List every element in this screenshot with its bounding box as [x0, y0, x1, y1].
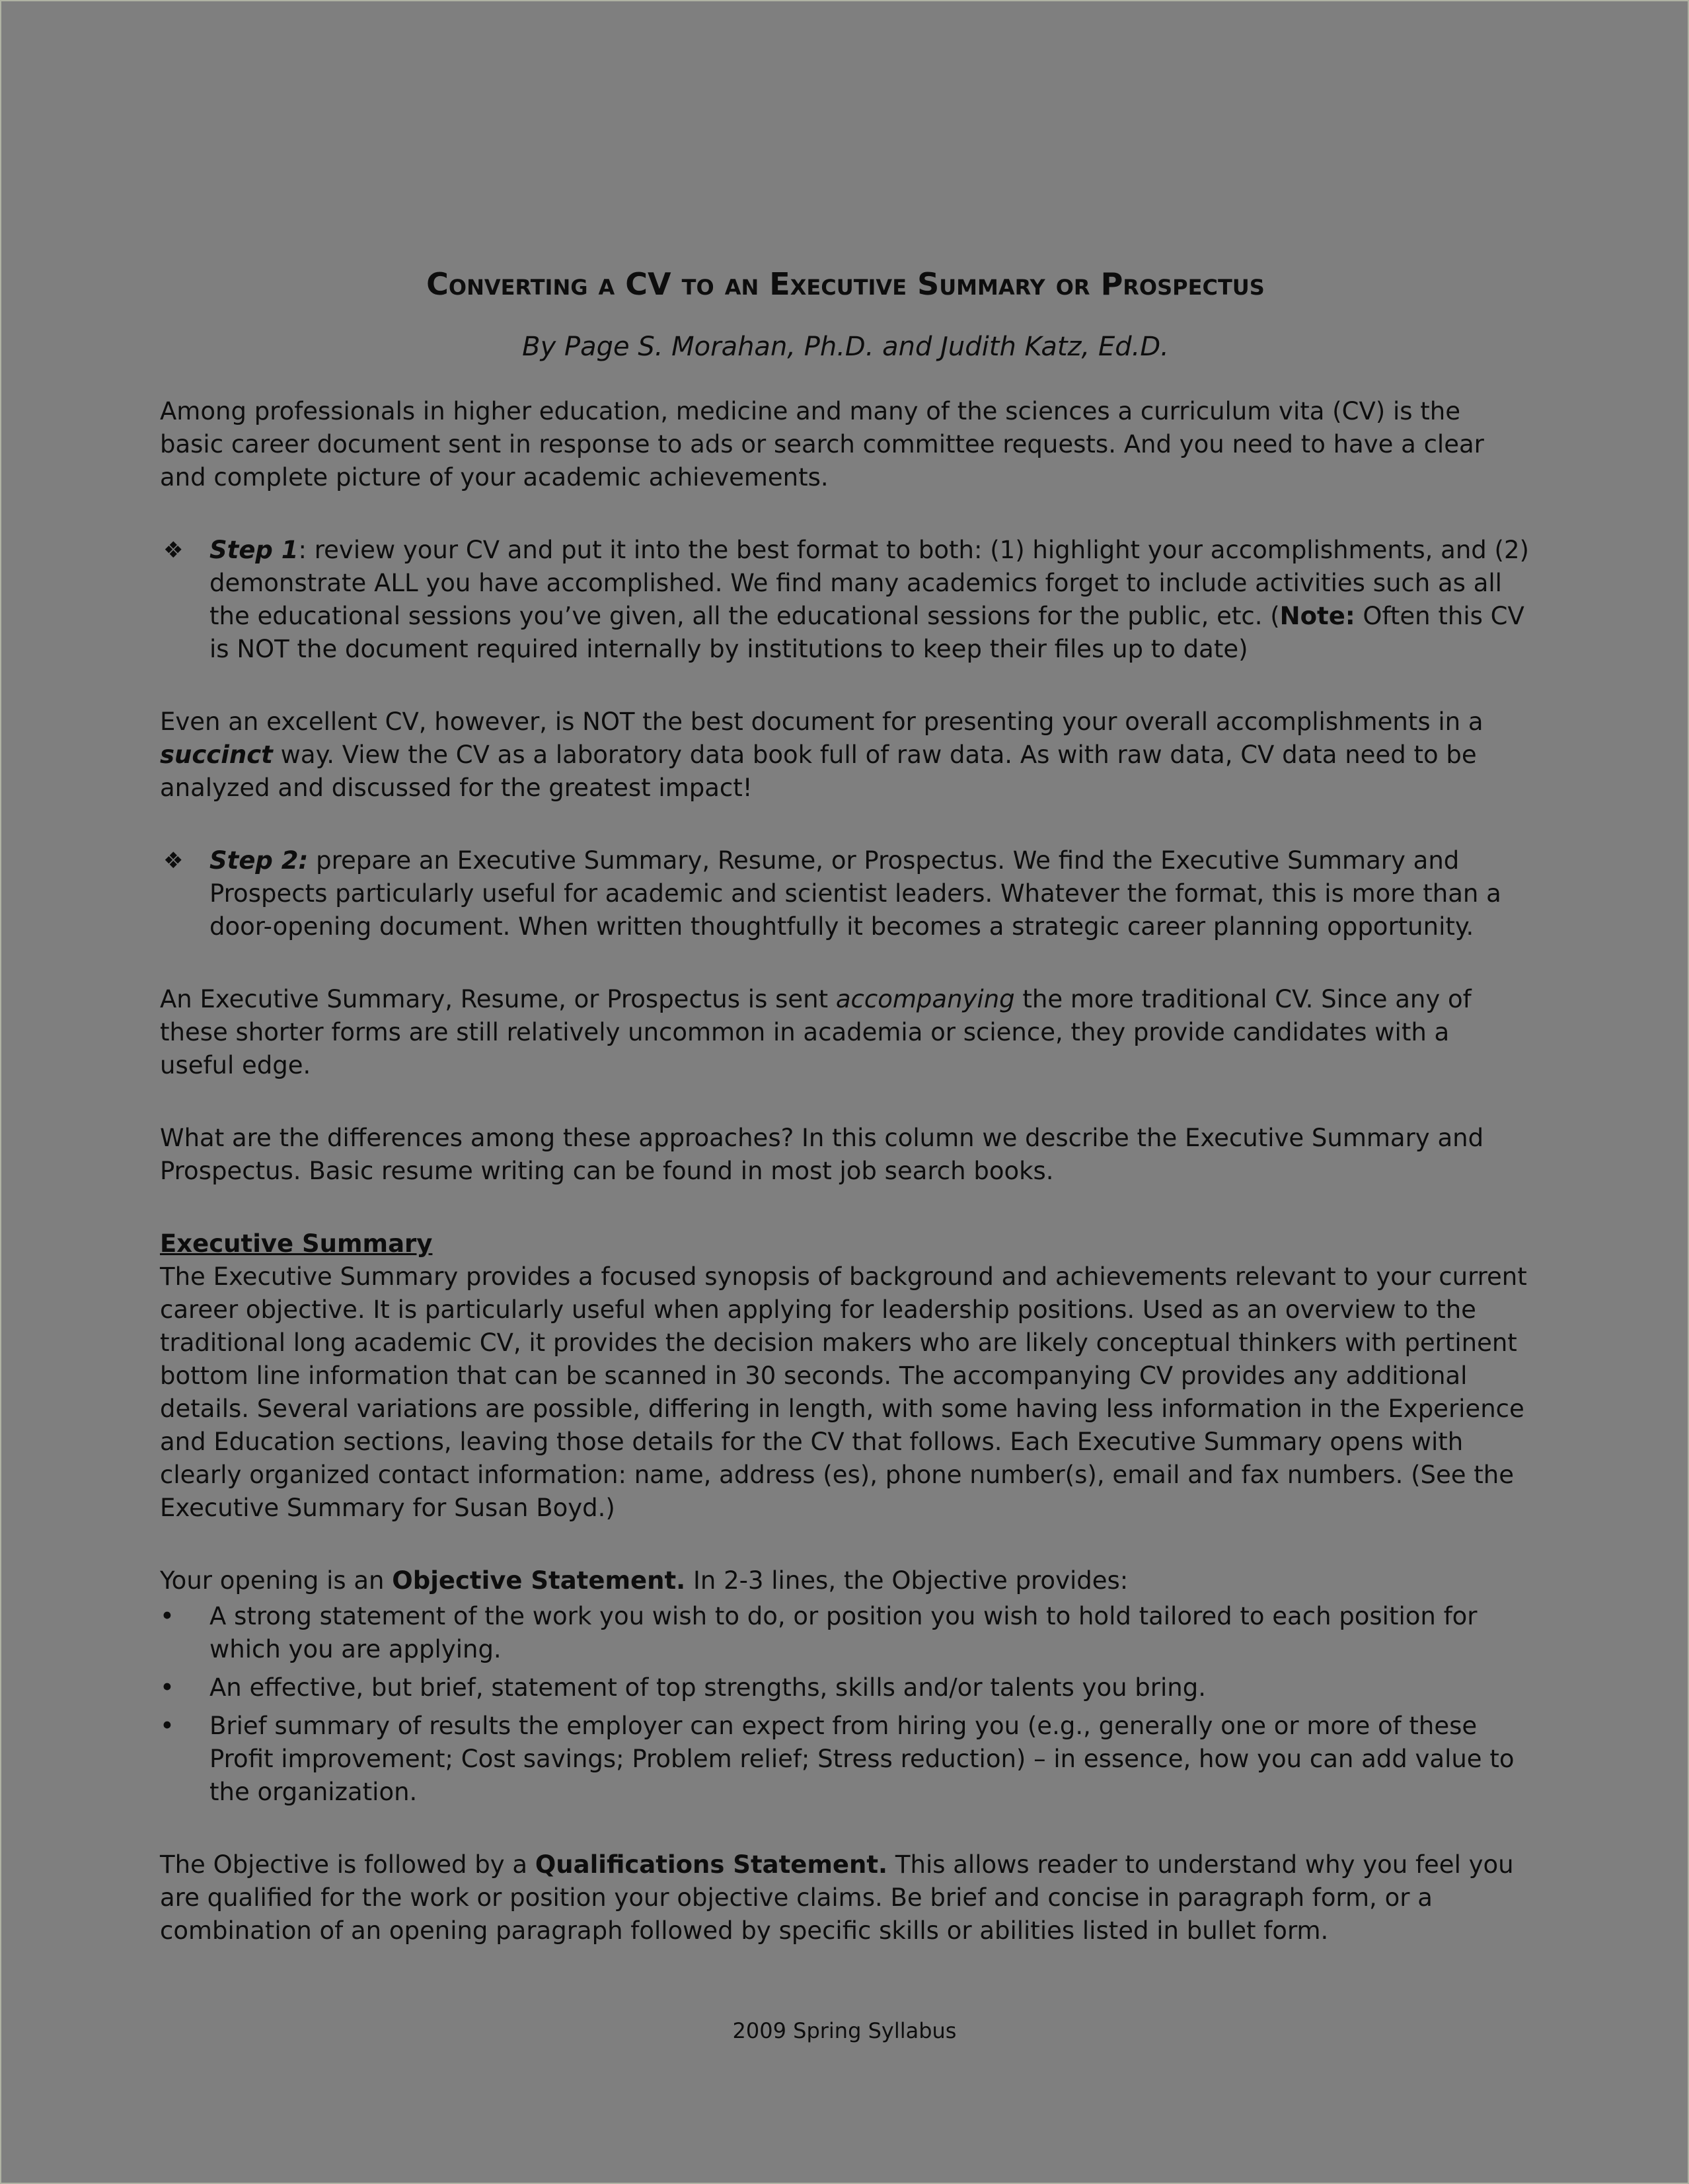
para2-text-b: way. View the CV as a laboratory data book full of raw data. As with raw data, CV data need to be analyzed and discussed for the greatest impact! [160, 741, 1477, 802]
qualifications-text-b: This allows reader to understand why you feel you are qualified for the work or position your objective claims. Be brief and concise in paragraph form, or a combination of an opening paragraph followed by specific skills or abilities listed in bullet form. [160, 1850, 1514, 1945]
executive-summary-section [160, 1227, 1531, 1525]
step-1-item [160, 534, 1531, 666]
bullet-dot-icon: • [160, 1602, 174, 1630]
qualifications-text-a: The Objective is followed by a [160, 1850, 535, 1879]
list-item [160, 1671, 1531, 1704]
para3-emphasis: accompanying [835, 985, 1015, 1013]
list-item [160, 1600, 1531, 1666]
para2-text-a: Even an excellent CV, however, is NOT the best document for presenting your overall accomplishments in a [160, 708, 1483, 736]
bullet-dot-icon: • [160, 1673, 174, 1702]
paragraph-differences: What are the differences among these approaches? In this column we describe the Executive Summary and Prospectus. Basic resume writing can be found in most job search books. [160, 1124, 1484, 1185]
step-2-item [160, 844, 1531, 943]
step-2-label: Step 2: [209, 846, 309, 875]
para3-text-b: the more traditional CV. Since any of these shorter forms are still relatively uncommon in academia or science, they provide candidates with a useful edge. [160, 985, 1472, 1079]
list-item [160, 1710, 1531, 1809]
step-1-text-b: Often this CV is NOT the document required internally by institutions to keep their files up to date) [209, 602, 1524, 663]
qualifications-bold: Qualifications Statement. [535, 1850, 888, 1879]
objective-text-a: Your opening is an [160, 1566, 393, 1595]
para2-emphasis: succinct [160, 741, 273, 769]
bullet-text: Brief summary of results the employer can expect from hiring you (e.g., generally one or more of these Profit improvement; Cost savings; Problem relief; Stress reduction) – in essence, how you can add value to the organization. [209, 1712, 1515, 1806]
step-1-note-label: Note: [1279, 602, 1355, 630]
diamond-bullet-icon: ❖ [163, 848, 184, 874]
intro-paragraph: Among professionals in higher education, medicine and many of the sciences a curriculum vita (CV) is the basic career document sent in response to ads or search committee requests. And you need to have a clear and complete picture of your academic achievements. [160, 397, 1484, 491]
paragraph-accompanying [160, 983, 1531, 1082]
paragraph-cv-raw-data [160, 706, 1531, 805]
bullet-dot-icon: • [160, 1712, 174, 1740]
page-footer: 2009 Spring Syllabus [732, 2018, 957, 2043]
qualifications-paragraph [160, 1848, 1531, 1947]
objective-bullet-list [160, 1600, 1531, 1809]
step-2-text: prepare an Executive Summary, Resume, or Prospectus. We find the Executive Summary and Prospects particularly useful for academic and scientist leaders. Whatever the format, this is more than a door-opening document. When written thoughtfully it becomes a strategic career planning opportunity. [209, 846, 1501, 941]
objective-intro [160, 1564, 1531, 1597]
diamond-bullet-icon: ❖ [163, 537, 184, 564]
para3-text-a: An Executive Summary, Resume, or Prospectus is sent [160, 985, 836, 1013]
objective-text-b: In 2-3 lines, the Objective provides: [685, 1566, 1129, 1595]
document-title: Converting a CV to an Executive Summary or Prospectus [426, 266, 1265, 302]
step-1-label: Step 1 [209, 536, 299, 564]
bullet-text: A strong statement of the work you wish to do, or position you wish to hold tailored to each position for which you are applying. [209, 1602, 1478, 1663]
executive-summary-heading: Executive Summary [160, 1229, 433, 1258]
document-body [160, 264, 1531, 1987]
objective-bold: Objective Statement. [392, 1566, 686, 1595]
bullet-text: An effective, but brief, statement of top strengths, skills and/or talents you bring. [209, 1673, 1206, 1702]
byline: By Page S. Morahan, Ph.D. and Judith Katz, Ed.D. [522, 332, 1169, 362]
step-1-text-a: : review your CV and put it into the best format to both: (1) highlight your accomplishments, and (2) demonstrate ALL you have accomplished. We find many academics forget to include activities such as all the educational sessions you’ve given, all the educational sessions for the public, etc. ( [209, 536, 1529, 630]
executive-summary-text: The Executive Summary provides a focused synopsis of background and achievements relevant to your current career objective. It is particularly useful when applying for leadership positions. Used as an overview to the traditional long academic CV, it provides the decision makers who are likely conceptual thinkers with pertinent bottom line information that can be scanned in 30 seconds. The accompanying CV provides any additional details. Several variations are possible, differing in length, with some having less information in the Experience and Education sections, leaving those details for the CV that follows. Each Executive Summary opens with clearly organized contact information: name, address (es), phone number(s), email and fax numbers. (See the Executive Summary for Susan Boyd.) [160, 1262, 1527, 1522]
